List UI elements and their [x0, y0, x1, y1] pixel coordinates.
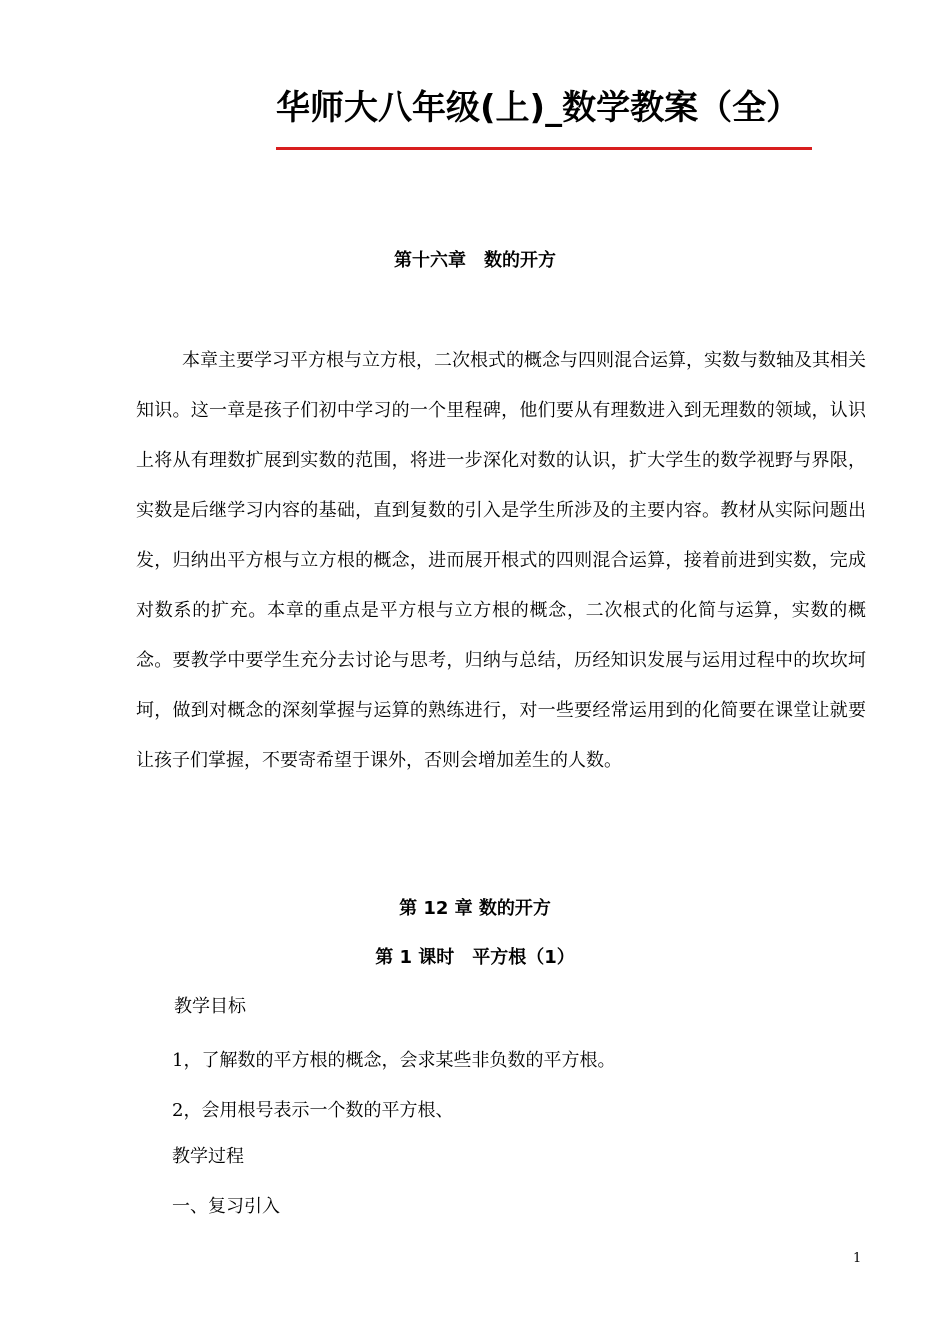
objective-1-number: 1，	[172, 1050, 202, 1071]
objectives-label: 教学目标	[174, 996, 246, 1017]
chapter-heading: 第十六章 数的开方	[394, 250, 556, 271]
section-heading: 第 12 章 数的开方	[399, 898, 551, 919]
objective-item-2	[172, 1098, 453, 1124]
lesson-heading: 第 1 课时 平方根（1）	[375, 947, 575, 968]
objective-2-text: 会用根号表示一个数的平方根、	[201, 1100, 454, 1121]
objective-item-1	[172, 1048, 615, 1074]
process-step-1: 一、复习引入	[172, 1196, 280, 1217]
objective-2-number: 2，	[172, 1100, 202, 1121]
title-underline	[276, 147, 812, 150]
intro-paragraph: 本章主要学习平方根与立方根，二次根式的概念与四则混合运算，实数与数轴及其相关知识。这一章是孩子们初中学习的一个里程碑，他们要从有理数进入到无理数的领域，认识上将从有理数扩展到实数的范围，将进一步深化对数的认识，扩大学生的数学视野与界限，实数是后继学习内容的基础，直到复数的引入是学生所涉及的主要内容。教材从实际问题出发，归纳出平方根与立方根的概念，进而展开根式的四则混合运算，接着前进到实数，完成对数系的扩充。本章的重点是平方根与立方根的概念，二次根式的化简与运算，实数的概念。要教学中要学生充分去讨论与思考，归纳与总结，历经知识发展与运用过程中的坎坎坷坷，做到对概念的深刻掌握与运算的熟练进行，对一些要经常运用到的化简要在课堂让就要让孩子们掌握，不要寄希望于课外，否则会增加差生的人数。	[136, 350, 866, 771]
page-number: 1	[853, 1251, 862, 1266]
process-label: 教学过程	[172, 1146, 244, 1167]
document-title: 华师大八年级(上)_数学教案（全）	[276, 88, 801, 128]
objective-1-text: 了解数的平方根的概念，会求某些非负数的平方根。	[201, 1050, 616, 1071]
